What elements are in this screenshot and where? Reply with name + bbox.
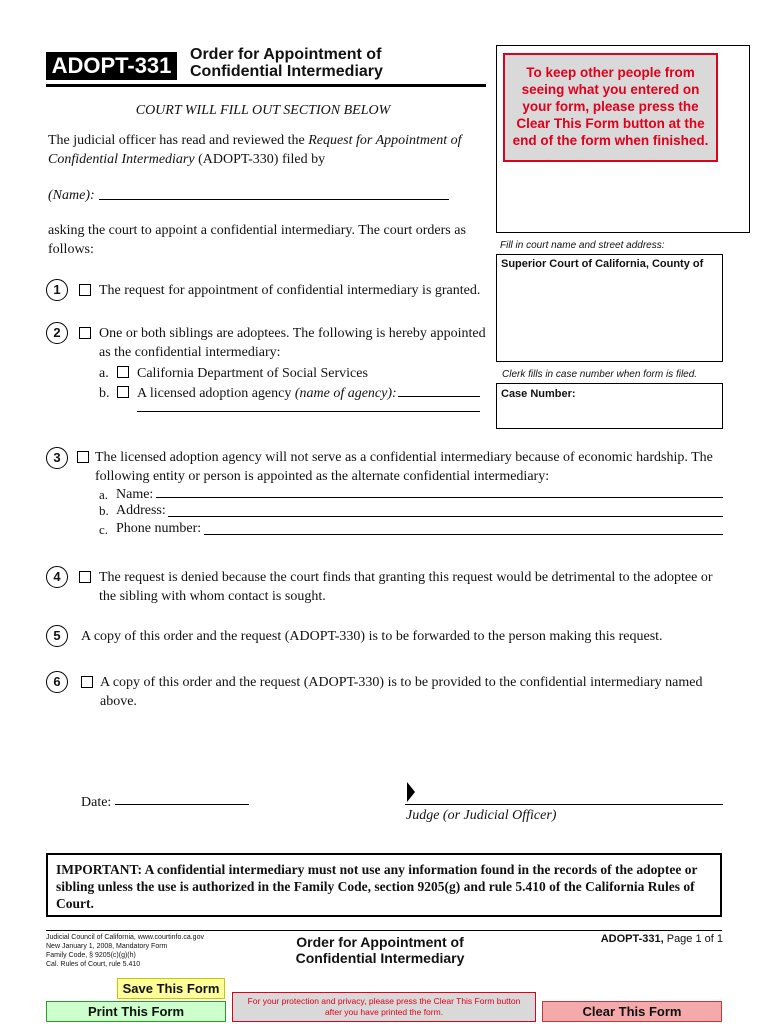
item-3-checkbox[interactable] [77,451,89,463]
judge-signature-field[interactable] [405,804,723,805]
protection-note: For your protection and privacy, please press the Clear This Form button after you have printed the form. [232,992,536,1022]
agency-name-field[interactable] [398,396,480,397]
item-3b-label: Address: [116,503,166,518]
save-form-button[interactable]: Save This Form [117,978,225,999]
item-1-text: The request for appointment of confidential intermediary is granted. [99,283,481,298]
name-field[interactable] [99,199,449,200]
court-section-note: COURT WILL FILL OUT SECTION BELOW [135,103,391,118]
item-3-text: The licensed adoption agency will not serve as a confidential intermediary because of economic hardship. The following entity or person is appointed as the alternate confidential intermediary: [95,450,713,484]
court-name-label: Superior Court of California, County of [501,258,704,270]
item-1-number: 1 [46,279,68,301]
footer-citation-line: Judicial Council of California, www.courtinfo.ca.gov [46,934,204,941]
item-2b-checkbox[interactable] [117,386,129,398]
court-name-box[interactable] [496,254,723,362]
form-title [190,46,383,80]
item-3a-letter: a. [99,487,109,502]
item-2b-text: A licensed adoption agency (name of agency): [137,386,397,401]
case-box-caption: Clerk fills in case number when form is filed. [502,369,698,380]
privacy-notice: To keep other people from seeing what you entered on your form, please press the Clear This Form button at the end of the form when finished. [503,53,718,162]
intro-text: The judicial officer has read and reviewed the Request for Appointment of Confidential Intermediary (ADOPT-330) filed by [48,133,462,167]
item-3-number: 3 [46,447,68,469]
date-field[interactable] [115,804,249,805]
item-5-text: A copy of this order and the request (ADOPT-330) is to be forwarded to the person making this request. [81,629,663,644]
item-4-number: 4 [46,566,68,588]
important-notice: IMPORTANT: A confidential intermediary must not use any information found in the records of the adoptee or sibling unless the use is authorized in the Family Code, section 9205(g) and rule 5.410 of the California Rules of Court. [46,853,722,917]
footer-page-info: ADOPT-331, Page 1 of 1 [600,933,723,945]
judge-label: Judge (or Judicial Officer) [406,808,557,823]
case-number-label: Case Number: [501,388,576,400]
form-title-line2: Confidential Intermediary [190,63,383,80]
item-5-number: 5 [46,625,68,647]
item-3b-letter: b. [99,503,109,518]
agency-name-field-line2[interactable] [137,411,480,412]
alternate-phone-field[interactable] [204,534,723,535]
footer-title: Order for Appointment of Confidential Intermediary [295,934,465,966]
footer-citations [46,933,204,969]
item-1-checkbox[interactable] [79,284,91,296]
footer-citation-line: Cal. Rules of Court, rule 5.410 [46,961,141,968]
case-number-box[interactable] [496,383,723,429]
form-code-badge: ADOPT-331 [46,52,177,80]
footer-citation-line: Family Code, § 9205(c)(g)(h) [46,952,136,959]
print-form-button[interactable]: Print This Form [46,1001,226,1022]
clear-form-button[interactable]: Clear This Form [542,1001,722,1022]
item-2-text: One or both siblings are adoptees. The following is hereby appointed as the confidential intermediary: [99,326,486,360]
item-4-text: The request is denied because the court finds that granting this request would be detrimental to the adoptee or the sibling with whom contact is sought. [99,570,713,604]
item-2a-letter: a. [99,366,109,381]
item-2-number: 2 [46,322,68,344]
item-2-checkbox[interactable] [79,327,91,339]
item-6-number: 6 [46,671,68,693]
date-label: Date: [81,795,112,810]
asking-text: asking the court to appoint a confidential intermediary. The court orders as follows: [48,223,466,257]
signature-arrow-icon [407,782,415,802]
header-rule [46,84,486,87]
alternate-address-field[interactable] [168,516,723,517]
name-label: (Name): [48,188,95,203]
item-2b-letter: b. [99,386,110,401]
item-3a-label: Name: [116,487,154,502]
item-6-text: A copy of this order and the request (ADOPT-330) is to be provided to the confidential intermediary named above. [100,675,703,709]
item-6-checkbox[interactable] [81,676,93,688]
court-box-caption: Fill in court name and street address: [500,240,665,251]
item-2a-text: California Department of Social Services [137,366,368,381]
form-title-line1: Order for Appointment of [190,46,382,63]
item-3c-letter: c. [99,522,109,537]
footer-citation-line: New January 1, 2008, Mandatory Form [46,943,168,950]
item-4-checkbox[interactable] [79,571,91,583]
item-3c-label: Phone number: [116,521,202,536]
alternate-name-field[interactable] [156,497,723,498]
footer-rule [46,930,722,931]
item-2a-checkbox[interactable] [117,366,129,378]
